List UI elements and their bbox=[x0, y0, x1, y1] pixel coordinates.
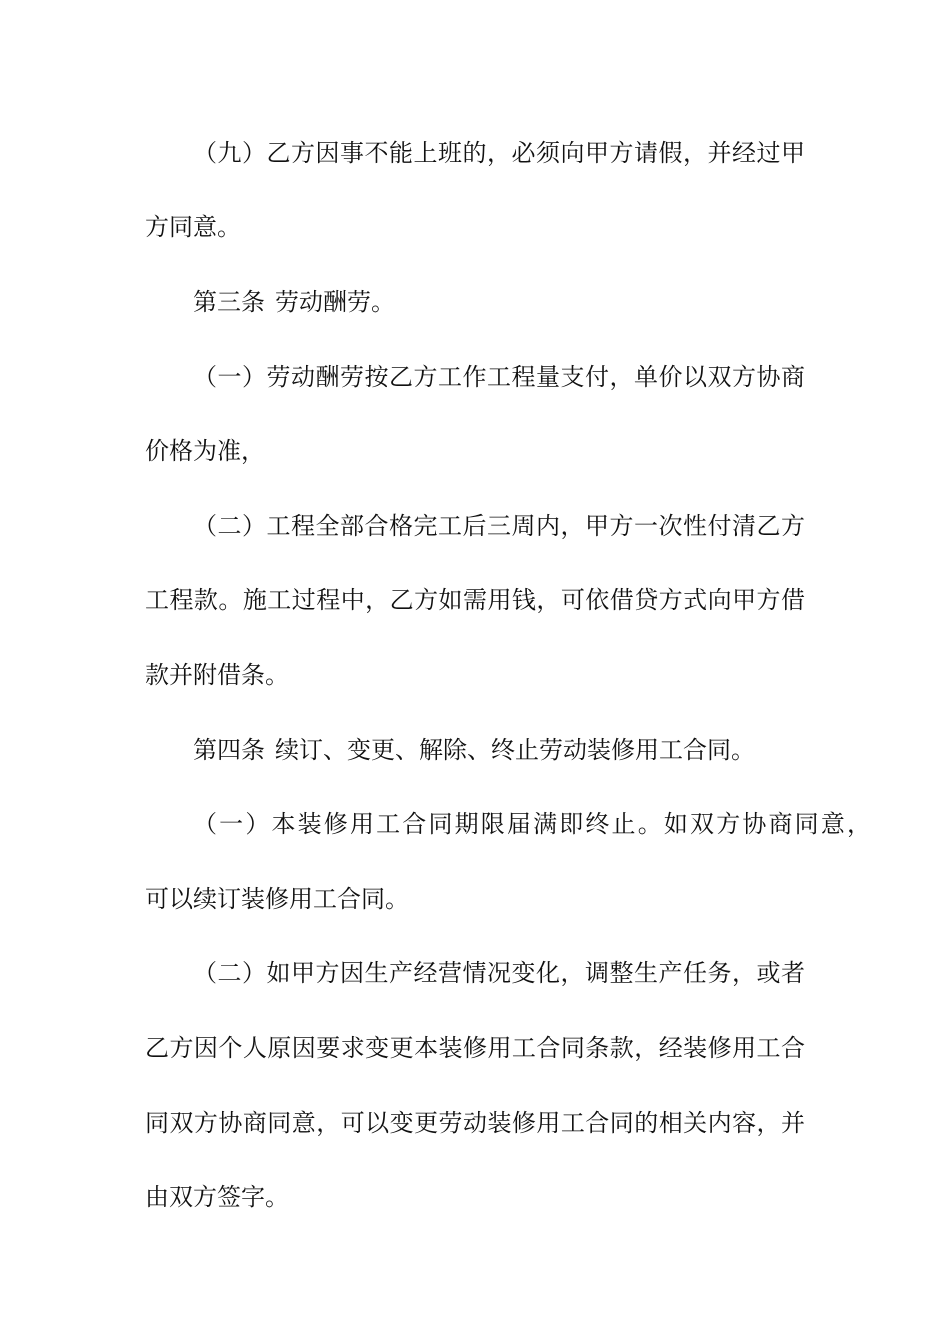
article-title: 劳动酬劳。 bbox=[275, 288, 395, 316]
paragraph-line: （一）劳动酬劳按乙方工作工程量支付，单价以双方协商 bbox=[193, 363, 805, 391]
paragraph-line: 同双方协商同意，可以变更劳动装修用工合同的相关内容，并 bbox=[145, 1109, 805, 1137]
paragraph-line: （二）工程全部合格完工后三周内，甲方一次性付清乙方 bbox=[193, 512, 805, 540]
paragraph-line: 可以续订装修用工合同。 bbox=[145, 885, 409, 913]
article-title: 续订、变更、解除、终止劳动装修用工合同。 bbox=[275, 736, 755, 764]
paragraph-line: （二）如甲方因生产经营情况变化，调整生产任务，或者 bbox=[193, 959, 805, 987]
article-number: 第四条 bbox=[193, 736, 265, 764]
article-number: 第三条 bbox=[193, 288, 265, 316]
paragraph-line: 方同意。 bbox=[145, 213, 241, 241]
paragraph-line: （九）乙方因事不能上班的，必须向甲方请假，并经过甲 bbox=[193, 139, 805, 167]
article-heading-3 bbox=[193, 287, 805, 317]
paragraph-line: 乙方因个人原因要求变更本装修用工合同条款，经装修用工合 bbox=[145, 1034, 805, 1062]
paragraph-line: 价格为准， bbox=[145, 437, 265, 465]
paragraph-line: 由双方签字。 bbox=[145, 1183, 289, 1211]
article-heading-4 bbox=[193, 735, 805, 765]
paragraph-line: 款并附借条。 bbox=[145, 661, 289, 689]
paragraph-line: 工程款。施工过程中，乙方如需用钱，可依借贷方式向甲方借 bbox=[145, 586, 805, 614]
paragraph-line: （一）本装修用工合同期限届满即终止。如双方协商同意， bbox=[193, 810, 871, 838]
